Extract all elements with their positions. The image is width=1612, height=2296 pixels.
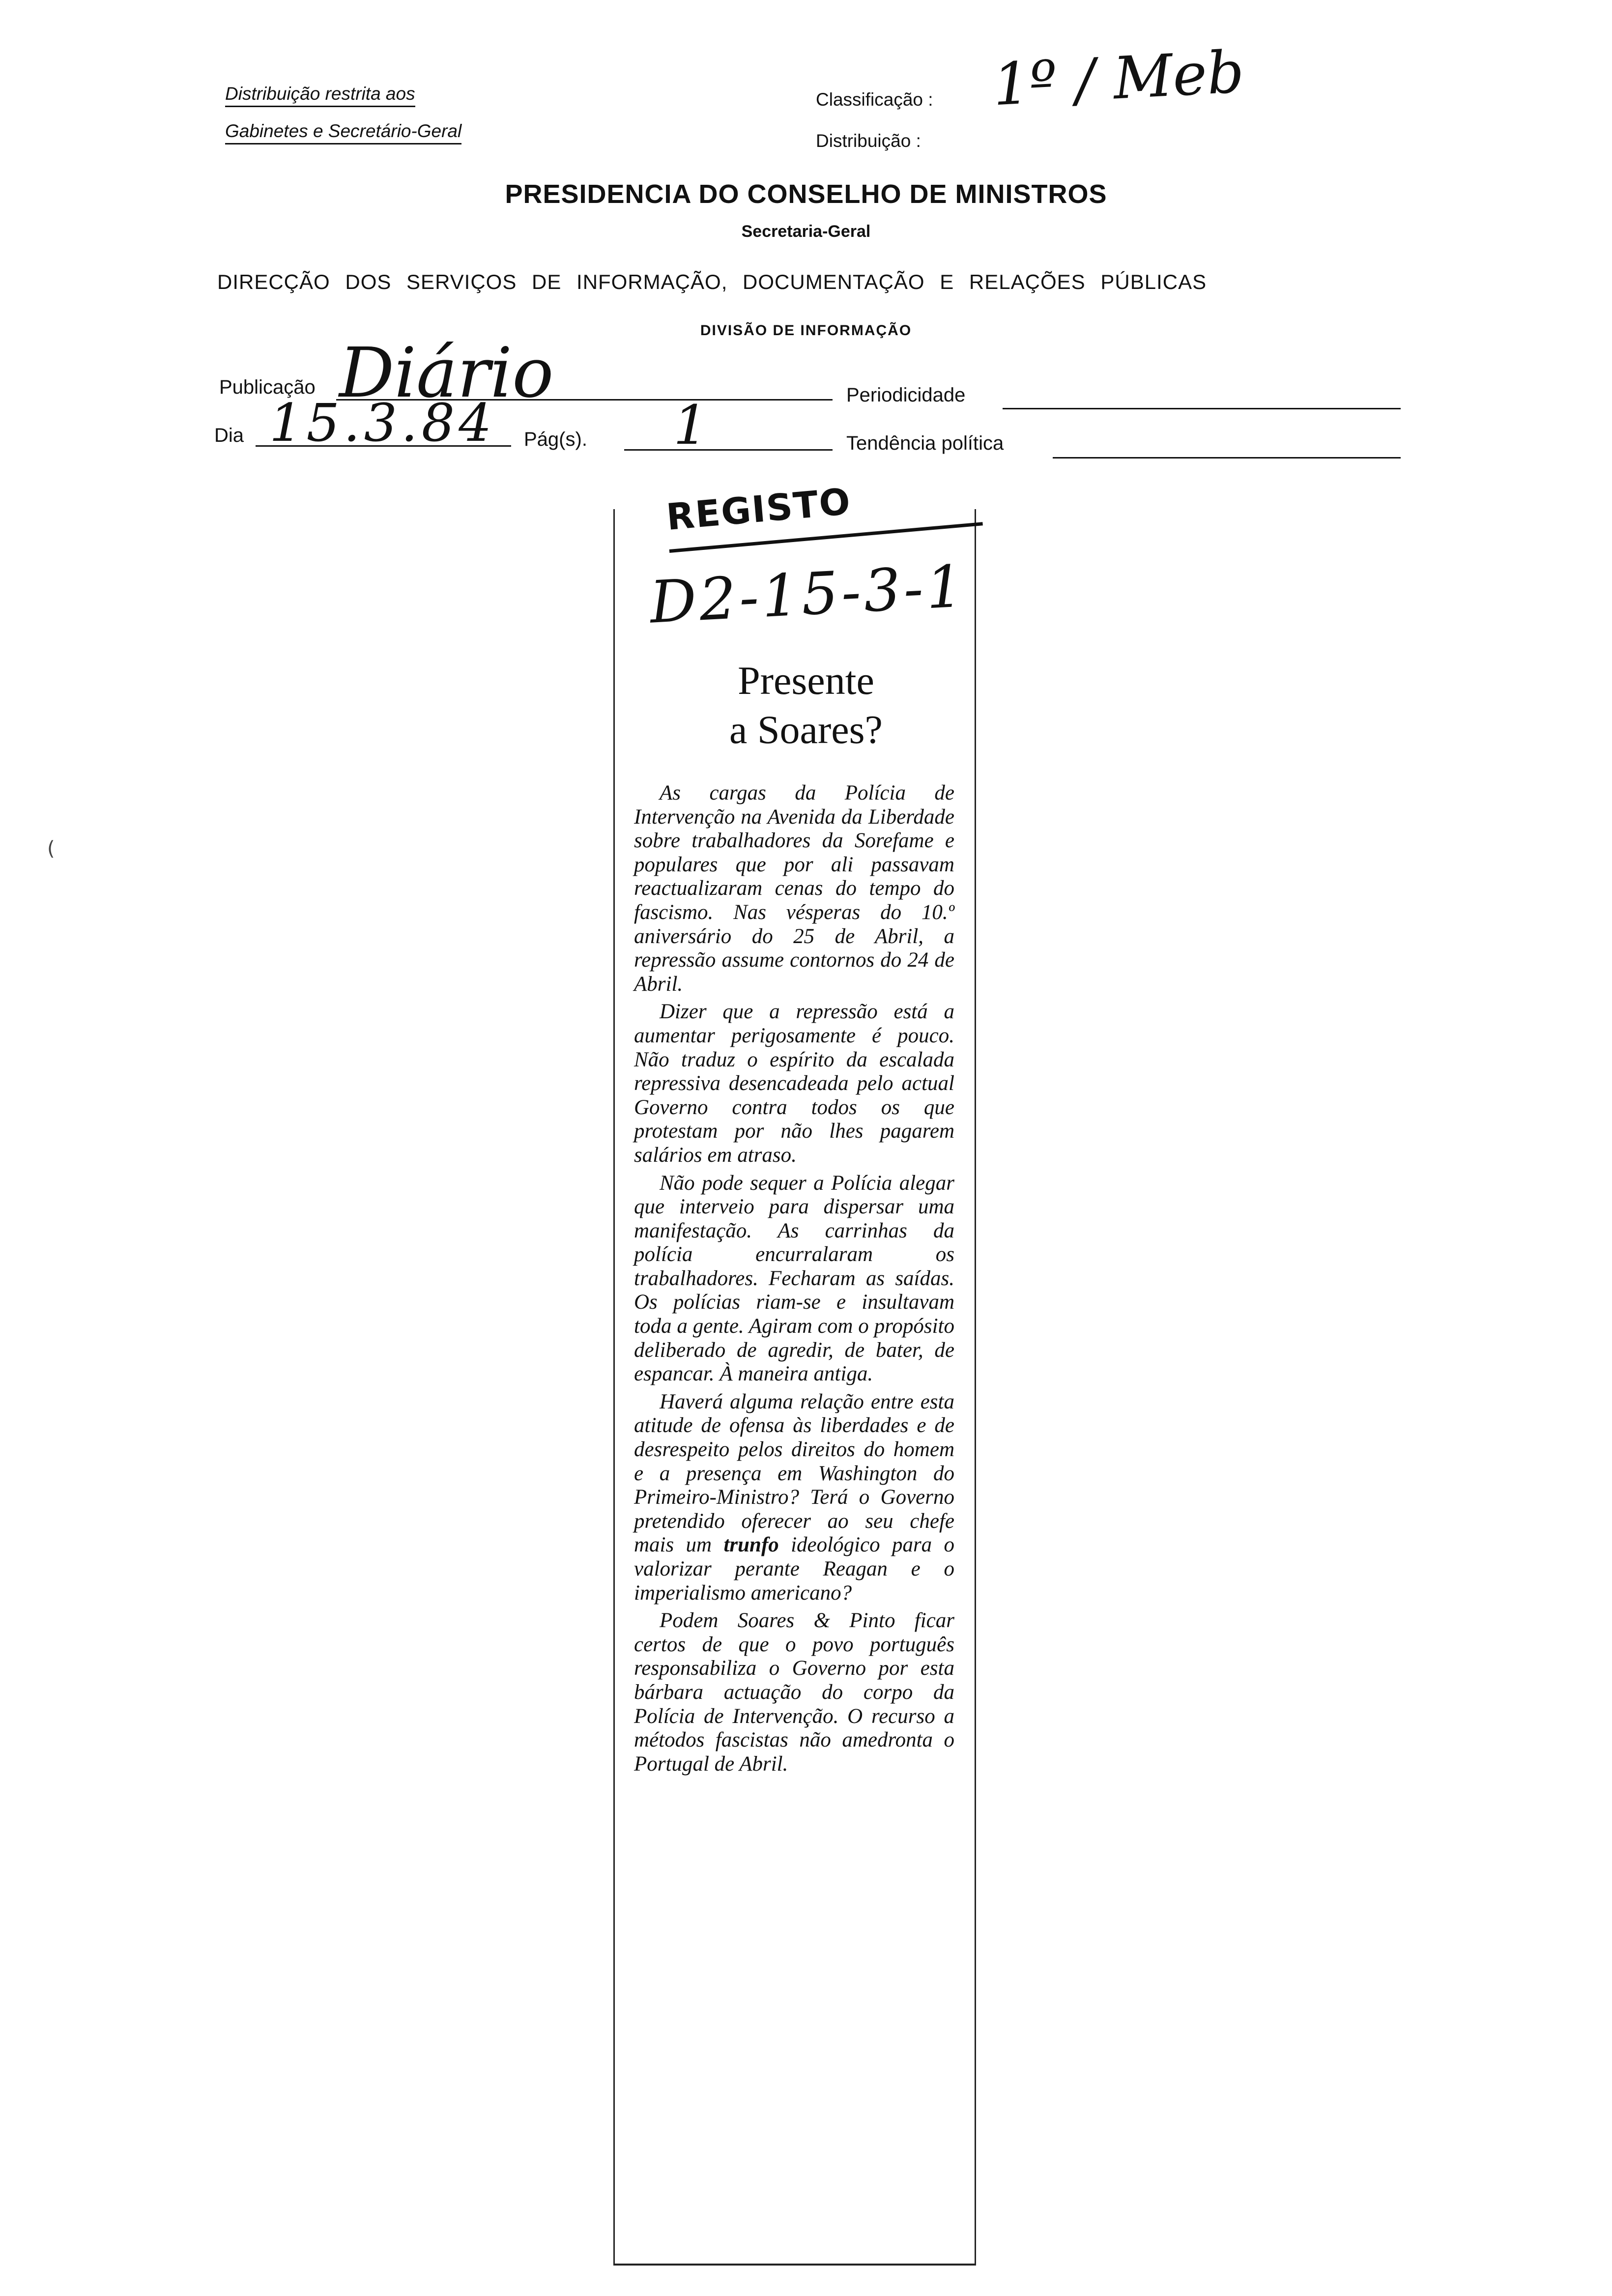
article-bold-word: trunfo [723, 1533, 779, 1557]
directorate-title: DIRECÇÃO DOS SERVIÇOS DE INFORMAÇÃO, DOCUMENTAÇÃO E RELAÇÕES PÚBLICAS [217, 270, 1207, 293]
dia-handwritten-value: 15.3.84 [269, 393, 496, 453]
pags-label: Pág(s). [524, 429, 587, 450]
article-paragraph: As cargas da Polícia de Intervenção na Avenida da Liberdade sobre trabalhadores da Sorefame e populares que por ali passavam reactualizaram cenas do tempo do fascismo. Nas vésperas do 10.º aniversário do 25 de Abril, a repressão assume contornos do 24 de Abril. [634, 781, 954, 996]
pags-handwritten-value: 1 [673, 394, 708, 457]
headline-line1: Presente [738, 658, 874, 703]
publicacao-handwritten-value: Diário [339, 333, 554, 413]
dia-underline [256, 445, 511, 447]
periodicidade-label: Periodicidade [846, 384, 966, 406]
classificacao-label: Classificação : [816, 89, 933, 110]
headline-line2: a Soares? [729, 707, 883, 752]
article-paragraph [634, 1390, 954, 1605]
org-title: PRESIDENCIA DO CONSELHO DE MINISTROS [505, 179, 1107, 209]
article-paragraph: Dizer que a repressão está a aumentar perigosamente é pouco. Não traduz o espírito da escalada repressiva desencadeada pelo actual Governo contra todos os que protestam por não lhes pagarem salários em atraso. [634, 1000, 954, 1167]
article-paragraph: Não pode sequer a Polícia alegar que interveio para dispersar uma manifestação. As carrinhas da polícia encurralaram os trabalhadores. Fecharam as saídas. Os polícias riam-se e insultavam toda a gente. Agiram com o propósito deliberado de agredir, de bater, de espancar. À maneira antiga. [634, 1171, 954, 1386]
tendencia-label: Tendência política [846, 432, 1004, 454]
pags-underline [624, 449, 833, 451]
publicacao-label: Publicação [219, 376, 316, 398]
article-body [634, 781, 954, 1780]
article-paragraph: Podem Soares & Pinto ficar certos de que o povo português responsabiliza o Governo por esta bárbara actuação do corpo da Polícia de Intervenção. O recurso a métodos fascistas não amedronta o Portugal de Abril. [634, 1609, 954, 1776]
distribuicao-label: Distribuição : [816, 131, 921, 151]
periodicidade-underline [1003, 408, 1401, 409]
handwritten-reference: D2-15-3-1 [648, 552, 968, 636]
restricted-distribution-line2: Gabinetes e Secretário-Geral [225, 122, 461, 144]
article-paragraph-part: ideológico para o valorizar perante Reagan e o imperialismo americano? [634, 1533, 954, 1605]
tendencia-underline [1053, 457, 1401, 459]
dia-label: Dia [214, 425, 244, 446]
org-subtitle: Secretaria-Geral [741, 222, 871, 241]
classificacao-handwritten-value: 1º / Meb [991, 37, 1246, 119]
scan-mark: ( [47, 837, 55, 860]
division-title: DIVISÃO DE INFORMAÇÃO [700, 322, 912, 339]
article-paragraph-part: Haverá alguma relação entre esta atitude de ofensa às liberdades e de desrespeito pelos direitos do homem e a presença em Washington do Primeiro-Ministro? Terá o Governo pretendido oferecer ao seu chefe mais um [634, 1390, 954, 1557]
registo-stamp: REGISTO [664, 480, 853, 539]
restricted-distribution-line1: Distribuição restrita aos [225, 85, 415, 107]
